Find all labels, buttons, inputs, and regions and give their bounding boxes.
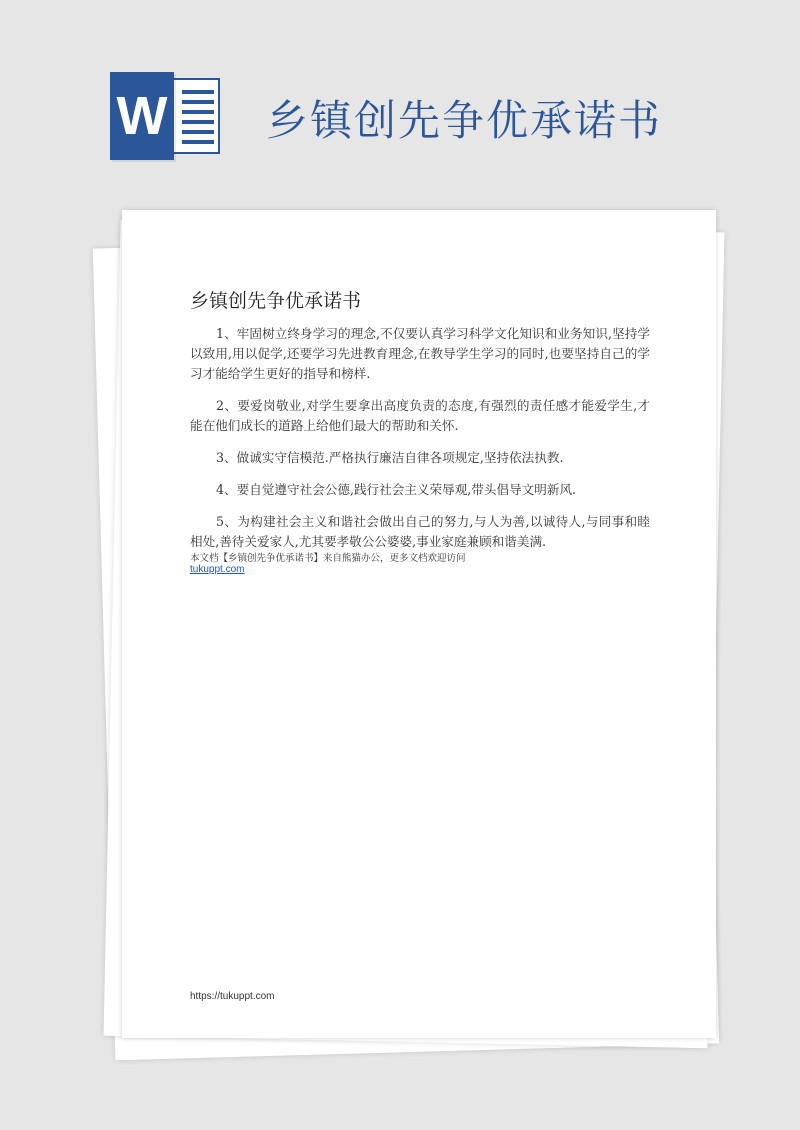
- banner: [0, 0, 800, 200]
- document-body: [190, 324, 650, 564]
- paragraph-2: 2、要爱岗敬业,对学生要拿出高度负责的态度,有强烈的责任感才能爱学生,才能在他们成长的道路上给他们最大的帮助和关怀.: [190, 398, 650, 433]
- paragraph-4: 4、要自觉遵守社会公德,践行社会主义荣辱观,带头倡导文明新风.: [216, 482, 577, 497]
- source-link[interactable]: tukuppt.com: [190, 564, 245, 575]
- word-logo-badge: W: [110, 72, 174, 160]
- document-title: 乡镇创先争优承诺书: [190, 290, 362, 312]
- paragraph-5: 5、为构建社会主义和谐社会做出自己的努力,与人为善,以诚待人,与同事和睦相处,善待关爱家人,尤其要孝敬公公婆婆,事业家庭兼顾和谐美满.: [190, 514, 650, 549]
- banner-title: 乡镇创先争优承诺书: [266, 96, 663, 145]
- paragraph-3: 3、做诚实守信模范.严格执行廉洁自律各项规定,坚持依法执教.: [216, 450, 564, 465]
- paragraph-1: 1、牢固树立终身学习的理念,不仅要认真学习科学文化知识和业务知识,坚持学以致用,用以促学,还要学习先进教育理念,在教导学生学习的同时,也要坚持自己的学习才能给学生更好的指导和榜样.: [190, 326, 650, 381]
- word-document-icon: [110, 72, 220, 160]
- page-footer-url: https://tukuppt.com: [190, 991, 275, 1002]
- document-page: [122, 210, 716, 1038]
- source-note: 本文档【乡镇创先争优承诺书】来自熊猫办公，更多文档欢迎访问: [190, 553, 466, 564]
